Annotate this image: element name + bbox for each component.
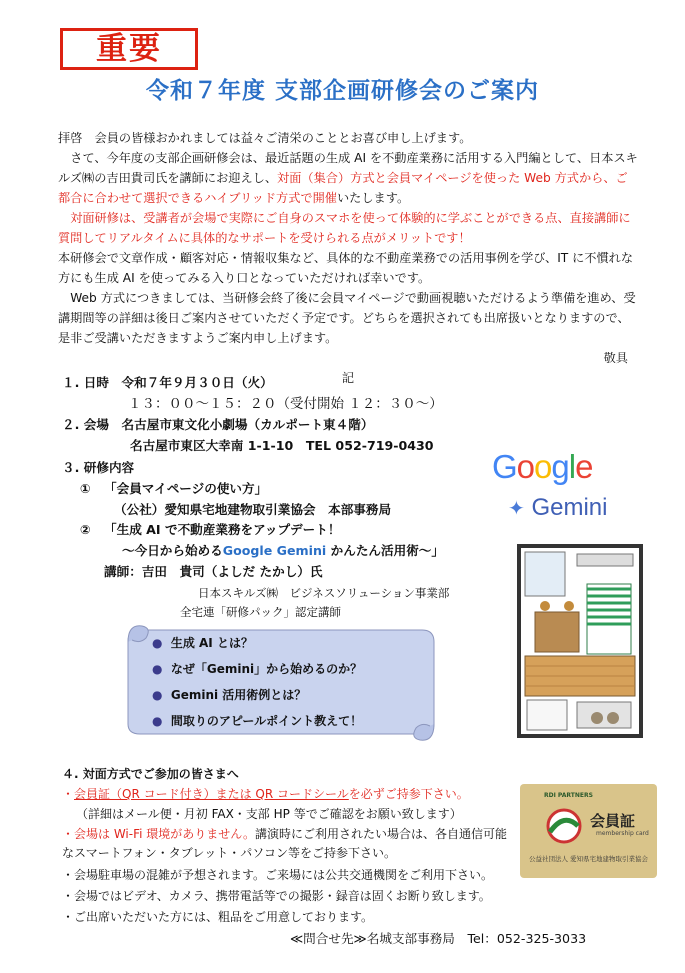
session2-subtitle: 〜今日から始めるGoogle Gemini かんたん活用術〜」 (122, 543, 444, 558)
gemini-logo: ✦ Gemini (508, 494, 608, 521)
paragraph-purpose: 本研修会で文章作成・顧客対応・情報収集など、具体的な不動産業務での活用事例を学び、IT に不慣れな方にも生成 AI を使ってみる入り口となっていただければ幸いです。 (58, 251, 634, 285)
time-line: １３：００〜１５：２０（受付開始 １２：３０〜） (128, 396, 443, 412)
bullet-gift: ・ご出席いただいた方には、粗品をご用意しております。 (62, 910, 374, 924)
date-line: １. 日時 令和７年９月３０日（火） (62, 375, 273, 390)
venue-line: ２. 会場 名古屋市東文化小劇場（カルポート東４階） (62, 417, 374, 432)
topic-item: ● なぜ「Gemini」から始めるのか？ (152, 662, 363, 676)
lecturer: 講師：吉田 貴司（よしだ たかし）氏 (104, 564, 323, 579)
content-heading: ３. 研修内容 (62, 460, 135, 475)
contact-footer: ≪問合せ先≫名城支部事務局 Tel：052-325-3033 (290, 931, 587, 946)
bullet-recording: ・会場ではビデオ、カメラ、携帯電話等での撮影・録音は固くお断り致します。 (62, 889, 491, 903)
session2-number: ② (80, 522, 91, 537)
paragraph-web: Web 方式につきましては、当研修会終了後に会員マイページで動画視聴いただけるよう準備を進め、受講期間等の詳細は後日ご案内させていただく予定です。どちらを選択されても出席扱いとなりますので、是非ご受講いただきますようご案内申し上げます。 (58, 291, 636, 345)
closing: 敬具 (603, 351, 628, 365)
page-title: 令和７年度 支部企画研修会のご案内 (145, 78, 539, 104)
bullet-parking: ・会場駐車場の混雑が予想されます。ご来場には公共交通機関をご利用下さい。 (62, 868, 494, 882)
membership-note: （詳細はメール便・月初 FAX・支部 HP 等でご確認をお願い致します） (76, 807, 462, 821)
greeting: 拝啓 会員の皆様おかれましては益々ご清栄のこととお喜び申し上げます。 (58, 131, 472, 145)
floor-plan-illustration (517, 544, 643, 738)
intro-letter (58, 128, 638, 388)
venue-address: 名古屋市東区大幸南 1-1-10 TEL 052-719-0430 (130, 438, 434, 453)
session1-org: （公社）愛知県宅地建物取引業協会 本部事務局 (114, 502, 392, 517)
ki-mark: 記 (341, 371, 355, 385)
session1-number: ① (80, 481, 91, 496)
topic-item: ● 間取りのアピールポイント教えて！ (152, 714, 363, 728)
topic-item: ● 生成 AI とは？ (152, 636, 253, 650)
lecturer-org: 日本スキルズ㈱ ビジネスソリューション事業部 (198, 586, 450, 600)
bullet-membership-card: ・会員証（QR コード付き）または QR コードシールを必ずご持参下さい。 (62, 787, 469, 801)
session2-title: 「生成 AI で不動産業務をアップデート！ (104, 522, 341, 537)
section4-heading: ４. 対面方式でご参加の皆さまへ (62, 767, 239, 781)
paragraph-overview: さて、今年度の支部企画研修会は、最近話題の生成 AI を不動産業務に活用する入門編として、日本スキルズ㈱の吉田貴司氏を講師にお迎えし、対面（集合）方式と会員マイページを使った Web 方式から、ご都合に合わせて選択できるハイブリッド方式で開催いたします。 (58, 151, 638, 205)
bullet-wifi: ・会場は Wi-Fi 環境がありません。講演時にご利用されたい場合は、各自通信可能なスマートフォン・タブレット・パソコン等をご持参下さい。 (62, 827, 508, 860)
google-logo: Google (492, 448, 593, 485)
topic-item: ● Gemini 活用術例とは？ (152, 688, 307, 702)
session1-title: 「会員マイページの使い方」 (104, 481, 268, 496)
membership-card-image: RDI PARTNERS 会員証 membership card 公益社団法人 愛知県宅地建物取引業協会 (520, 784, 657, 878)
hybrid-notice: 対面（集合）方式と会員マイページを使った Web 方式から、ご都合に合わせて選択できるハイブリッド方式で開催 (58, 171, 628, 205)
card-logo-icon (544, 806, 584, 846)
topics-scroll (122, 620, 440, 744)
paragraph-merit: 対面研修は、受講者が会場で実際にご自身のスマホを使って体験的に学ぶことができる点、直接講師に質問してリアルタイムに具体的なサポートを受けられる点がメリットです！ (58, 211, 631, 245)
lecturer-cert: 全宅連「研修パック」認定講師 (180, 605, 341, 619)
sparkle-icon: ✦ (508, 498, 525, 520)
important-badge: 重要 (60, 28, 198, 70)
